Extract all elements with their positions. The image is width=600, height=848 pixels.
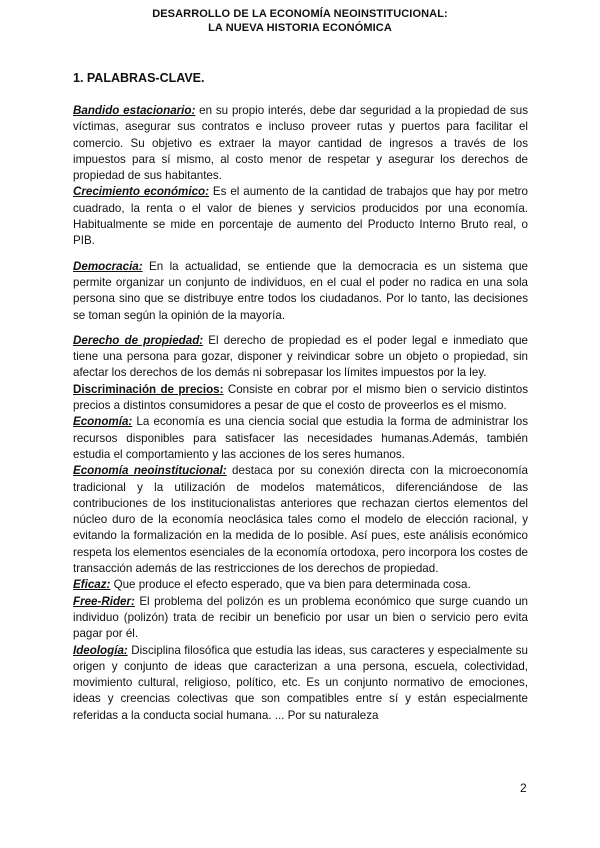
title-line-2: LA NUEVA HISTORIA ECONÓMICA bbox=[208, 22, 392, 34]
keyword-term: Democracia: bbox=[73, 259, 143, 273]
page-number: 2 bbox=[520, 781, 527, 795]
keyword-list bbox=[73, 103, 528, 724]
keyword-definition: Es el aumento de la cantidad de trabajos que hay por metro cuadrado, la renta o el valor de bienes y servicios producidos por una economía. Habitualmente se mide en porcentaje de aumento del Producto Interno Bruto real, o PIB. bbox=[73, 185, 528, 248]
keyword-entry-derecho-propiedad bbox=[73, 333, 528, 382]
keyword-definition: destaca por su conexión directa con la microeconomía tradicional y la utilización de modelos matemáticos, diferenciándose de las contribuciones de los institucionalistas anteriores que rechazan ciertos elementos del núcleo duro de la economía neoclásica tales como el modelo de elección racional, y evitando la formalización en la medida de lo posible. Así pues, este análisis económico respeta los elementos esenciales de la economía ortodoxa, pero incorpora los costes de transacción además de las restricciones de los derechos de propiedad. bbox=[73, 464, 528, 576]
keyword-term: Derecho de propiedad: bbox=[73, 333, 204, 347]
keyword-entry-economia-neoinstitucional bbox=[73, 463, 528, 577]
keyword-definition: El problema del polizón es un problema económico que surge cuando un individuo (polizón) trata de recibir un beneficio por usar un bien o servicio pero evita pagar por él. bbox=[73, 594, 528, 641]
keyword-term: Economía neoinstitucional: bbox=[73, 464, 227, 478]
keyword-term: Eficaz: bbox=[73, 578, 111, 592]
keyword-definition: La economía es una ciencia social que estudia la forma de administrar los recursos disponibles para satisfacer las necesidades humanas.Además, también estudia el comportamiento y las acciones de los seres humanos. bbox=[73, 415, 528, 461]
keyword-definition: Disciplina filosófica que estudia las ideas, sus caracteres y especialmente su origen y conjunto de ideas que caracterizan a una persona, escuela, colectividad, movimiento cultural, religioso, político, etc. Es un conjunto normativo de emociones, ideas y creencias colectivas que son compatibles entre sí y están especialmente referidas a la conducta social humana. ... Por su naturaleza bbox=[73, 643, 528, 722]
keyword-entry-bandido bbox=[73, 103, 528, 184]
keyword-definition: Que produce el efecto esperado, que va bien para determinada cosa. bbox=[110, 578, 471, 592]
section-heading: 1. PALABRAS-CLAVE. bbox=[73, 71, 205, 85]
title-line-1: DESARROLLO DE LA ECONOMÍA NEOINSTITUCIONAL: bbox=[152, 8, 448, 20]
keyword-entry-eficaz bbox=[73, 577, 528, 593]
keyword-definition: En la actualidad, se entiende que la democracia es un sistema que permite organizar un conjunto de individuos, en el cual el poder no radica en una sola persona sino que se distribuye entre todos los ciudadanos. Por lo tanto, las decisiones se toman según la opinión de la mayoría. bbox=[73, 259, 528, 322]
keyword-term: Economía: bbox=[73, 415, 133, 429]
keyword-definition: Consiste en cobrar por el mismo bien o servicio distintos precios a distintos consumidores a pesar de que el costo de proveerlos es el mismo. bbox=[73, 382, 528, 413]
keyword-entry-crecimiento bbox=[73, 184, 528, 249]
keyword-entry-free-rider bbox=[73, 594, 528, 643]
keyword-term: Crecimiento económico: bbox=[73, 185, 209, 199]
keyword-entry-discriminacion bbox=[73, 382, 528, 415]
keyword-term: Discriminación de precios: bbox=[73, 382, 224, 396]
keyword-definition: El derecho de propiedad es el poder legal e inmediato que tiene una persona para gozar, disponer y reivindicar sobre un objeto o propiedad, sin afectar los derechos de los demás ni sobrepasar los límites impuestos por la ley. bbox=[73, 333, 528, 380]
document-title bbox=[0, 7, 600, 35]
keyword-entry-ideologia bbox=[73, 643, 528, 724]
keyword-entry-democracia bbox=[73, 259, 528, 324]
keyword-entry-economia bbox=[73, 414, 528, 463]
keyword-definition: en su propio interés, debe dar seguridad a la propiedad de sus víctimas, asegurar sus contratos e incluso proveer rutas y puertos para facilitar el comercio. Su objetivo es extraer la mayor cantidad de ingresos a través de los impuestos para sí mismo, al costo menor de respetar y asegurar los derechos de propiedad de sus habitantes. bbox=[73, 104, 528, 183]
keyword-term: Ideología: bbox=[73, 643, 128, 657]
keyword-term: Bandido estacionario: bbox=[73, 104, 196, 117]
keyword-term: Free-Rider: bbox=[73, 594, 135, 608]
